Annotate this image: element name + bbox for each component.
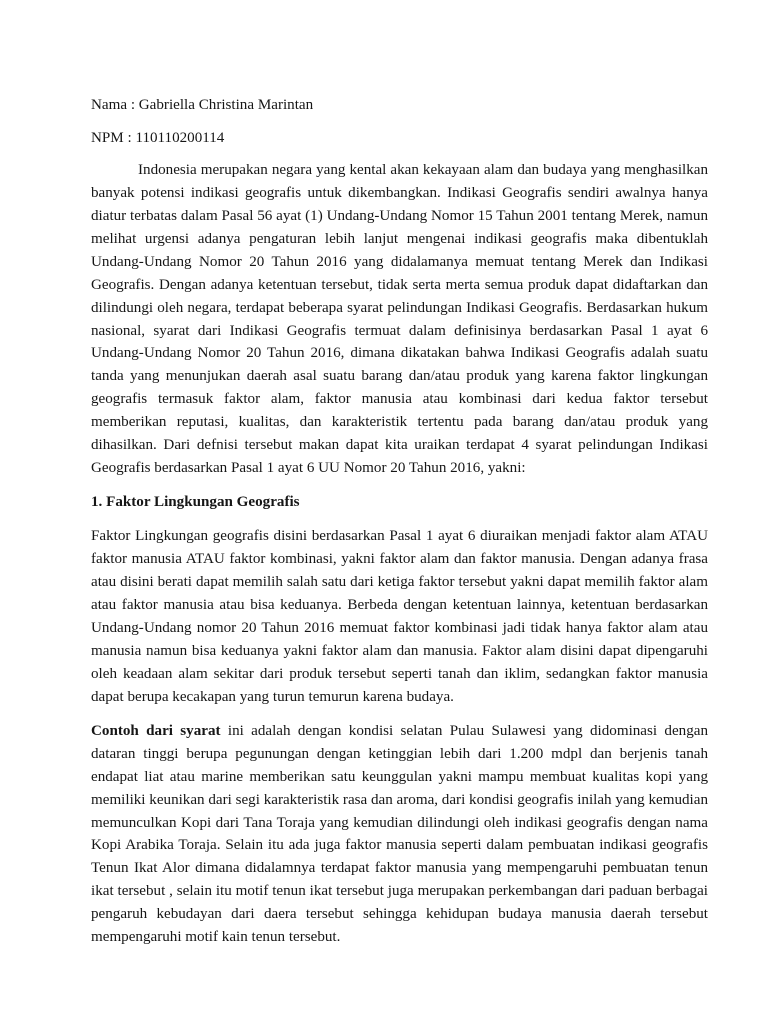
intro-paragraph: Indonesia merupakan negara yang kental akan kekayaan alam dan budaya yang menghasilkan banyak potensi indikasi geografis untuk dikembangkan. Indikasi Geografis sendiri awalnya hanya diatur terbatas dalam Pasal 56 ayat (1) Undang-Undang Nomor 15 Tahun 2001 tentang Merek, namun melihat urgensi adanya pengaturan lebih lanjut mengenai indikasi geografis maka dibentuklah Undang-Undang Nomor 20 Tahun 2016 yang didalamanya memuat tentang Merek dan Indikasi Geografis. Dengan adanya ketentuan tersebut, tidak serta merta semua produk dapat didaftarkan dan dilindungi oleh negara, terdapat beberapa syarat pelindungan Indikasi Geografis. Berdasarkan hukum nasional, syarat dari Indikasi Geografis termuat dalam definisinya berdasarkan Pasal 1 ayat 6 Undang-Undang Nomor 20 Tahun 2016, dimana dikatakan bahwa Indikasi Geografis adalah suatu tanda yang menunjukan daerah asal suatu barang dan/atau produk yang karena faktor lingkungan geografis termasuk faktor alam, faktor manusia atau kombinasi dari kedua faktor tersebut memberikan reputasi, kualitas, dan karakteristik tertentu pada barang dan/atau produk yang dihasilkan. Dari defnisi tersebut makan dapat kita uraikan terdapat 4 syarat pelindungan Indikasi Geografis berdasarkan Pasal 1 ayat 6 UU Nomor 20 Tahun 2016, yakni:: [91, 162, 708, 476]
example-lead: Contoh dari syarat: [91, 722, 221, 739]
document-page: [91, 94, 708, 949]
student-npm: NPM : 110110200114: [91, 129, 225, 146]
section-heading: 1. Faktor Lingkungan Geografis: [91, 494, 300, 511]
example-paragraph: [91, 720, 708, 949]
student-name: Nama : Gabriella Christina Marintan: [91, 97, 314, 113]
example-text: ini adalah dengan kondisi selatan Pulau Sulawesi yang didominasi dengan dataran tinggi berupa pegunungan dengan ketinggian lebih dari 1.200 mdpl dan berjenis tanah endapat liat atau marine memberikan satu keunggulan yakni mampu membuat kualitas kopi yang memiliki keunikan dari segi karakteristik rasa dan aroma, dari kondisi geografis inilah yang kemudian memunculkan Kopi dari Tana Toraja yang kemudian dilindungi oleh indikasi geografis dengan nama Kopi Arabika Toraja. Selain itu ada juga faktor manusia seperti dalam pembuatan indikasi geografis Tenun Ikat Alor dimana didalamnya terdapat faktor manusia yang mempengaruhi pembuatan tenun ikat tersebut , selain itu motif tenun ikat tersebut juga merupakan perkembangan dari paduan berbagai pengaruh kebudayan dari daera tersebut sehingga kehidupan budaya manusia daerah tersebut mempengaruhi motif kain tenun tersebut.: [91, 722, 708, 946]
section-paragraph: Faktor Lingkungan geografis disini berdasarkan Pasal 1 ayat 6 diuraikan menjadi faktor alam ATAU faktor manusia ATAU faktor kombinasi, yakni faktor alam dan faktor manusia. Dengan adanya frasa atau disini berati dapat memilih salah satu dari ketiga faktor tersebut yakni dapat memilih faktor alam atau faktor manusia atau bisa keduanya. Berbeda dengan ketentuan lainnya, ketentuan berdasarkan Undang-Undang nomor 20 Tahun 2016 memuat faktor kombinasi jadi tidak hanya faktor alam atau manusia namun bisa keduanya yakni faktor alam dan manusia. Faktor alam disini dapat dipengaruhi oleh keadaan alam sekitar dari produk tersebut seperti tanah dan iklim, sedangkan faktor manusia dapat berupa kecakapan yang turun temurun karena budaya.: [91, 528, 708, 705]
